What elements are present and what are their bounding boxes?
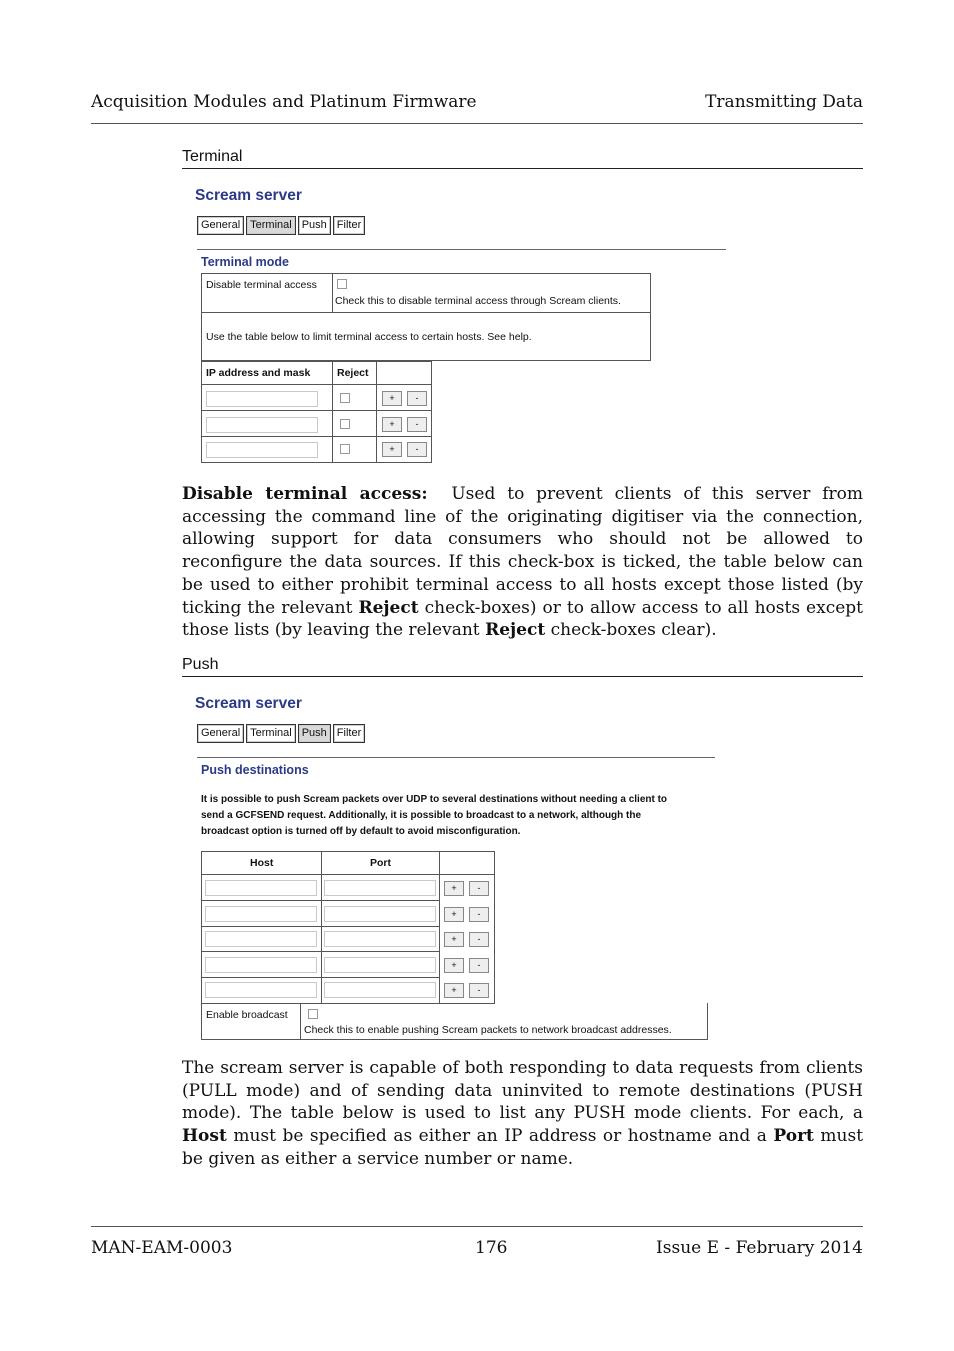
push-text-2: must be specified as either an IP address or hostname and a	[233, 1126, 767, 1147]
col-ip-header: IP address and mask	[206, 367, 311, 379]
push-description	[182, 1057, 863, 1171]
row-divider	[202, 977, 440, 978]
remove-row-button[interactable]: -	[469, 983, 489, 998]
port-input[interactable]	[324, 906, 436, 922]
push-bold-2: Port	[773, 1126, 814, 1147]
add-row-button[interactable]: +	[444, 881, 464, 896]
disable-terminal-hint: Check this to disable terminal access through Scream clients.	[335, 295, 621, 307]
col-divider-2	[376, 362, 377, 462]
reject-checkbox[interactable]	[340, 444, 350, 454]
push-info-line: broadcast option is turned off by default to avoid misconfiguration.	[201, 826, 521, 837]
page-footer	[91, 1226, 863, 1258]
row-divider	[202, 951, 440, 952]
ip-table	[201, 361, 432, 463]
push-info	[201, 792, 667, 840]
host-input[interactable]	[205, 982, 317, 998]
tab-general[interactable]: General	[197, 216, 244, 235]
tab-divider	[197, 249, 726, 250]
broadcast-box	[201, 1003, 708, 1040]
broadcast-label: Enable broadcast	[206, 1009, 288, 1021]
add-row-button[interactable]: +	[382, 391, 402, 406]
tab-push[interactable]: Push	[298, 724, 331, 743]
broadcast-hint: Check this to enable pushing Scream packets to network broadcast addresses.	[304, 1024, 672, 1036]
push-info-line: send a GCFSEND request. Additionally, it is possible to broadcast to a network, although the	[201, 810, 642, 821]
terminal-tab-bar	[197, 216, 365, 235]
terminal-description	[182, 483, 863, 642]
add-row-button[interactable]: +	[444, 932, 464, 947]
remove-row-button[interactable]: -	[469, 881, 489, 896]
host-input[interactable]	[205, 957, 317, 973]
col-host-header: Host	[250, 857, 274, 869]
push-info-line: It is possible to push Scream packets over UDP to several destinations without needing a client to	[201, 794, 668, 805]
tab-push[interactable]: Push	[298, 216, 331, 235]
tab-divider	[197, 757, 715, 758]
ip-input[interactable]	[206, 391, 318, 407]
terminal-mode-title: Terminal mode	[201, 255, 289, 269]
table-note: Use the table below to limit terminal access to certain hosts. See help.	[206, 331, 532, 343]
terminal-screenshot	[193, 180, 733, 470]
remove-row-button[interactable]: -	[469, 932, 489, 947]
tab-terminal[interactable]: Terminal	[246, 724, 296, 743]
tab-filter[interactable]: Filter	[333, 724, 365, 743]
disable-terminal-checkbox[interactable]	[337, 279, 347, 289]
issue-date: Issue E - February 2014	[656, 1238, 863, 1258]
row-divider	[202, 410, 431, 411]
row-divider	[202, 436, 431, 437]
port-input[interactable]	[324, 880, 436, 896]
reject-checkbox[interactable]	[340, 393, 350, 403]
tab-terminal[interactable]: Terminal	[246, 216, 296, 235]
disable-terminal-label: Disable terminal access	[206, 279, 317, 291]
tab-general[interactable]: General	[197, 724, 244, 743]
broadcast-divider	[300, 1003, 301, 1039]
remove-row-button[interactable]: -	[407, 417, 427, 432]
host-input[interactable]	[205, 931, 317, 947]
term-text-3: check-boxes clear).	[550, 620, 717, 641]
push-text-3: must be given as either a service number or name.	[182, 1126, 864, 1169]
push-screenshot	[193, 688, 723, 1044]
add-row-button[interactable]: +	[382, 417, 402, 432]
ip-input[interactable]	[206, 417, 318, 433]
reject-checkbox[interactable]	[340, 419, 350, 429]
disable-hint-cell	[333, 274, 650, 313]
port-input[interactable]	[324, 957, 436, 973]
ip-input[interactable]	[206, 442, 318, 458]
remove-row-button[interactable]: -	[469, 907, 489, 922]
page-header	[91, 88, 863, 124]
term-lead: Disable terminal access:	[182, 484, 428, 504]
col-divider-1	[321, 852, 322, 1003]
remove-row-button[interactable]: -	[407, 391, 427, 406]
push-table	[201, 851, 495, 1004]
push-text-1: The scream server is capable of both responding to data requests from clients (PULL mode) and of sending data uninvited to remote destinations (PUSH mode). The table below is used to list any PUSH mode clients. For each, a	[182, 1058, 863, 1124]
remove-row-button[interactable]: -	[407, 442, 427, 457]
push-heading: Push	[182, 656, 863, 677]
header-title: Acquisition Modules and Platinum Firmware	[91, 92, 477, 112]
document-number: MAN-EAM-0003	[91, 1238, 233, 1258]
row-divider	[202, 900, 440, 901]
term-text-1: Used to prevent clients of this server from accessing the command line of the originating digitiser via the connection, allowing support for data consumers who should not be allowed to reconfigure the data sources. If this check-box is ticked, the table below can be used to either prohibit terminal access to all hosts except those listed (by ticking the relevant	[182, 484, 863, 618]
col-reject-header: Reject	[337, 367, 369, 379]
ip-table-header	[202, 362, 431, 385]
add-row-button[interactable]: +	[444, 983, 464, 998]
tab-filter[interactable]: Filter	[333, 216, 365, 235]
page-number: 176	[475, 1238, 508, 1258]
push-table-header	[202, 852, 494, 875]
term-bold-2: Reject	[485, 620, 546, 641]
header-section: Transmitting Data	[705, 92, 863, 112]
add-row-button[interactable]: +	[382, 442, 402, 457]
push-destinations-title: Push destinations	[201, 763, 309, 777]
scream-server-title: Scream server	[195, 187, 302, 204]
terminal-heading: Terminal	[182, 148, 863, 169]
port-input[interactable]	[324, 931, 436, 947]
port-input[interactable]	[324, 982, 436, 998]
broadcast-checkbox[interactable]	[308, 1009, 318, 1019]
scream-server-title: Scream server	[195, 695, 302, 712]
push-tab-bar	[197, 724, 365, 743]
row-divider	[202, 926, 440, 927]
host-input[interactable]	[205, 906, 317, 922]
col-divider-2	[439, 852, 440, 1003]
disable-label-cell	[202, 274, 333, 313]
push-bold-1: Host	[182, 1126, 227, 1147]
add-row-button[interactable]: +	[444, 958, 464, 973]
terminal-mode-box	[201, 273, 651, 361]
add-row-button[interactable]: +	[444, 907, 464, 922]
col-port-header: Port	[370, 857, 391, 869]
term-text-2: check-boxes) or to allow access to all hosts except those lists (by leaving the relevant	[182, 597, 863, 641]
term-bold-1: Reject	[358, 597, 419, 618]
host-input[interactable]	[205, 880, 317, 896]
col-divider-1	[332, 362, 333, 462]
remove-row-button[interactable]: -	[469, 958, 489, 973]
